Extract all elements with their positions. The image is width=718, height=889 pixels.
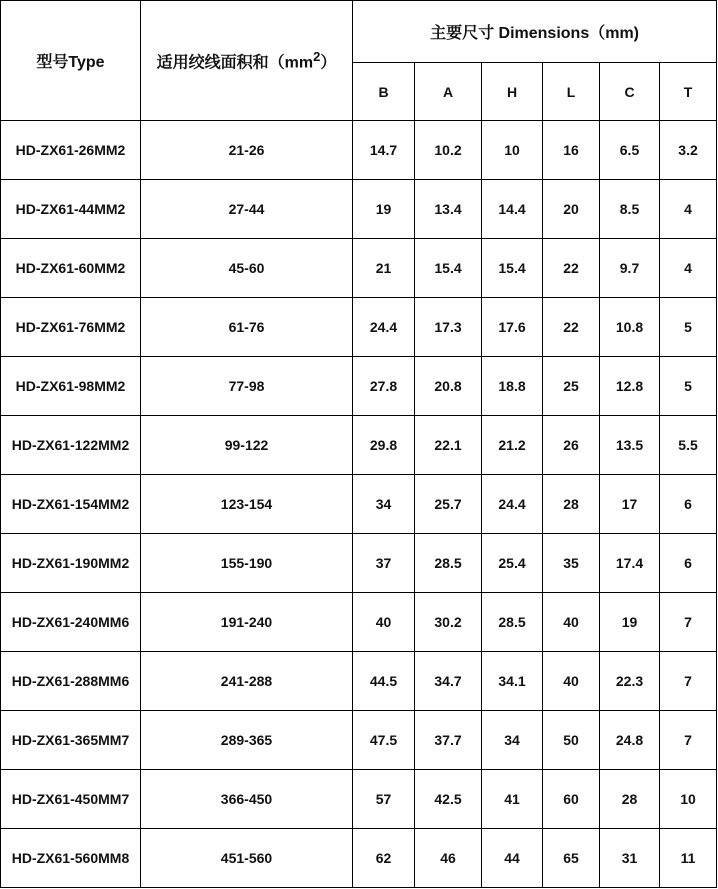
dimension-header-h: H	[482, 63, 543, 121]
dimension-cell-b: 24.4	[353, 298, 415, 357]
dimension-cell-t: 3.2	[660, 121, 717, 180]
table-row	[1, 475, 717, 534]
dimension-cell-c: 17.4	[600, 534, 660, 593]
area-cell: 27-44	[141, 180, 353, 239]
type-cell: HD-ZX61-26MM2	[1, 121, 141, 180]
type-header-label: 型号Type	[36, 54, 105, 71]
dimension-header-c: C	[600, 63, 660, 121]
table-row	[1, 652, 717, 711]
dimension-cell-l: 20	[543, 180, 600, 239]
dimension-cell-c: 6.5	[600, 121, 660, 180]
dimension-cell-h: 10	[482, 121, 543, 180]
dimensions-group-label: 主要尺寸 Dimensions（mm)	[430, 25, 639, 42]
dimension-cell-h: 17.6	[482, 298, 543, 357]
dimensions-group-header	[353, 1, 717, 63]
dimension-cell-b: 57	[353, 770, 415, 829]
dimension-cell-l: 26	[543, 416, 600, 475]
dimension-cell-l: 28	[543, 475, 600, 534]
header-row-top	[1, 1, 717, 63]
dimension-cell-l: 25	[543, 357, 600, 416]
table-row	[1, 534, 717, 593]
dimension-cell-a: 22.1	[415, 416, 482, 475]
dimension-cell-h: 21.2	[482, 416, 543, 475]
dimension-cell-l: 22	[543, 239, 600, 298]
dimension-cell-t: 11	[660, 829, 717, 888]
dimension-cell-h: 28.5	[482, 593, 543, 652]
dimension-cell-b: 29.8	[353, 416, 415, 475]
dimension-cell-l: 50	[543, 711, 600, 770]
dimension-cell-t: 10	[660, 770, 717, 829]
type-cell: HD-ZX61-60MM2	[1, 239, 141, 298]
dimension-cell-t: 4	[660, 180, 717, 239]
area-cell: 123-154	[141, 475, 353, 534]
dimension-cell-a: 42.5	[415, 770, 482, 829]
dimension-header-b: B	[353, 63, 415, 121]
dimension-cell-t: 5	[660, 298, 717, 357]
type-cell: HD-ZX61-365MM7	[1, 711, 141, 770]
dimension-cell-t: 7	[660, 652, 717, 711]
area-cell: 45-60	[141, 239, 353, 298]
dimension-header-t: T	[660, 63, 717, 121]
dimension-cell-a: 17.3	[415, 298, 482, 357]
table-row	[1, 416, 717, 475]
dimension-header-l: L	[543, 63, 600, 121]
dimension-cell-t: 6	[660, 475, 717, 534]
dimension-cell-b: 21	[353, 239, 415, 298]
table-row	[1, 711, 717, 770]
dimension-cell-b: 47.5	[353, 711, 415, 770]
area-cell: 451-560	[141, 829, 353, 888]
dimension-cell-l: 22	[543, 298, 600, 357]
dimension-cell-b: 34	[353, 475, 415, 534]
area-header-close: ）	[320, 54, 337, 72]
type-cell: HD-ZX61-190MM2	[1, 534, 141, 593]
table-body	[1, 121, 717, 888]
dimension-cell-t: 7	[660, 593, 717, 652]
area-cell: 99-122	[141, 416, 353, 475]
table-row	[1, 239, 717, 298]
dimension-cell-h: 25.4	[482, 534, 543, 593]
area-header-superscript: 2	[313, 48, 321, 64]
dimension-cell-l: 35	[543, 534, 600, 593]
table-row	[1, 593, 717, 652]
dimension-cell-c: 12.8	[600, 357, 660, 416]
type-cell: HD-ZX61-560MM8	[1, 829, 141, 888]
type-cell: HD-ZX61-240MM6	[1, 593, 141, 652]
type-cell: HD-ZX61-122MM2	[1, 416, 141, 475]
area-cell: 21-26	[141, 121, 353, 180]
dimension-cell-c: 17	[600, 475, 660, 534]
dimension-cell-c: 31	[600, 829, 660, 888]
dimension-cell-b: 37	[353, 534, 415, 593]
table-row	[1, 121, 717, 180]
dimension-cell-l: 40	[543, 593, 600, 652]
type-cell: HD-ZX61-98MM2	[1, 357, 141, 416]
dimension-cell-b: 62	[353, 829, 415, 888]
dimension-cell-a: 25.7	[415, 475, 482, 534]
area-cell: 289-365	[141, 711, 353, 770]
area-cell: 366-450	[141, 770, 353, 829]
dimension-cell-a: 46	[415, 829, 482, 888]
dimension-cell-h: 44	[482, 829, 543, 888]
dimension-cell-h: 41	[482, 770, 543, 829]
dimension-cell-c: 9.7	[600, 239, 660, 298]
dimension-cell-c: 19	[600, 593, 660, 652]
type-cell: HD-ZX61-450MM7	[1, 770, 141, 829]
dimension-cell-h: 14.4	[482, 180, 543, 239]
dimension-cell-c: 22.3	[600, 652, 660, 711]
dimension-cell-t: 6	[660, 534, 717, 593]
type-cell: HD-ZX61-76MM2	[1, 298, 141, 357]
dimension-cell-a: 10.2	[415, 121, 482, 180]
dimension-cell-a: 37.7	[415, 711, 482, 770]
dimension-cell-b: 19	[353, 180, 415, 239]
dimension-cell-t: 7	[660, 711, 717, 770]
area-cell: 241-288	[141, 652, 353, 711]
dimension-cell-b: 14.7	[353, 121, 415, 180]
dimension-cell-t: 5	[660, 357, 717, 416]
dimension-cell-h: 34	[482, 711, 543, 770]
type-cell: HD-ZX61-288MM6	[1, 652, 141, 711]
dimension-cell-a: 28.5	[415, 534, 482, 593]
area-cell: 61-76	[141, 298, 353, 357]
dimension-cell-c: 8.5	[600, 180, 660, 239]
type-cell: HD-ZX61-154MM2	[1, 475, 141, 534]
dimension-cell-h: 18.8	[482, 357, 543, 416]
area-column-header	[141, 1, 353, 121]
dimension-cell-h: 24.4	[482, 475, 543, 534]
dimension-cell-a: 30.2	[415, 593, 482, 652]
table-row	[1, 180, 717, 239]
dimension-cell-t: 5.5	[660, 416, 717, 475]
dimension-cell-a: 15.4	[415, 239, 482, 298]
dimension-cell-a: 13.4	[415, 180, 482, 239]
dimension-cell-l: 16	[543, 121, 600, 180]
dimension-cell-a: 34.7	[415, 652, 482, 711]
area-header-label: 适用绞线面积和（mm	[156, 54, 314, 72]
table-row	[1, 298, 717, 357]
dimension-cell-b: 40	[353, 593, 415, 652]
table-row	[1, 357, 717, 416]
table-row	[1, 829, 717, 888]
dimension-cell-h: 15.4	[482, 239, 543, 298]
dimension-cell-c: 24.8	[600, 711, 660, 770]
dimension-cell-t: 4	[660, 239, 717, 298]
area-cell: 155-190	[141, 534, 353, 593]
table-row	[1, 770, 717, 829]
area-cell: 191-240	[141, 593, 353, 652]
area-cell: 77-98	[141, 357, 353, 416]
dimension-cell-c: 28	[600, 770, 660, 829]
dimension-cell-c: 13.5	[600, 416, 660, 475]
dimension-cell-b: 44.5	[353, 652, 415, 711]
dimension-header-a: A	[415, 63, 482, 121]
type-cell: HD-ZX61-44MM2	[1, 180, 141, 239]
dimension-cell-b: 27.8	[353, 357, 415, 416]
dimension-cell-c: 10.8	[600, 298, 660, 357]
dimension-cell-a: 20.8	[415, 357, 482, 416]
dimension-cell-l: 60	[543, 770, 600, 829]
dimension-cell-l: 65	[543, 829, 600, 888]
type-column-header	[1, 1, 141, 121]
dimension-cell-l: 40	[543, 652, 600, 711]
dimension-cell-h: 34.1	[482, 652, 543, 711]
